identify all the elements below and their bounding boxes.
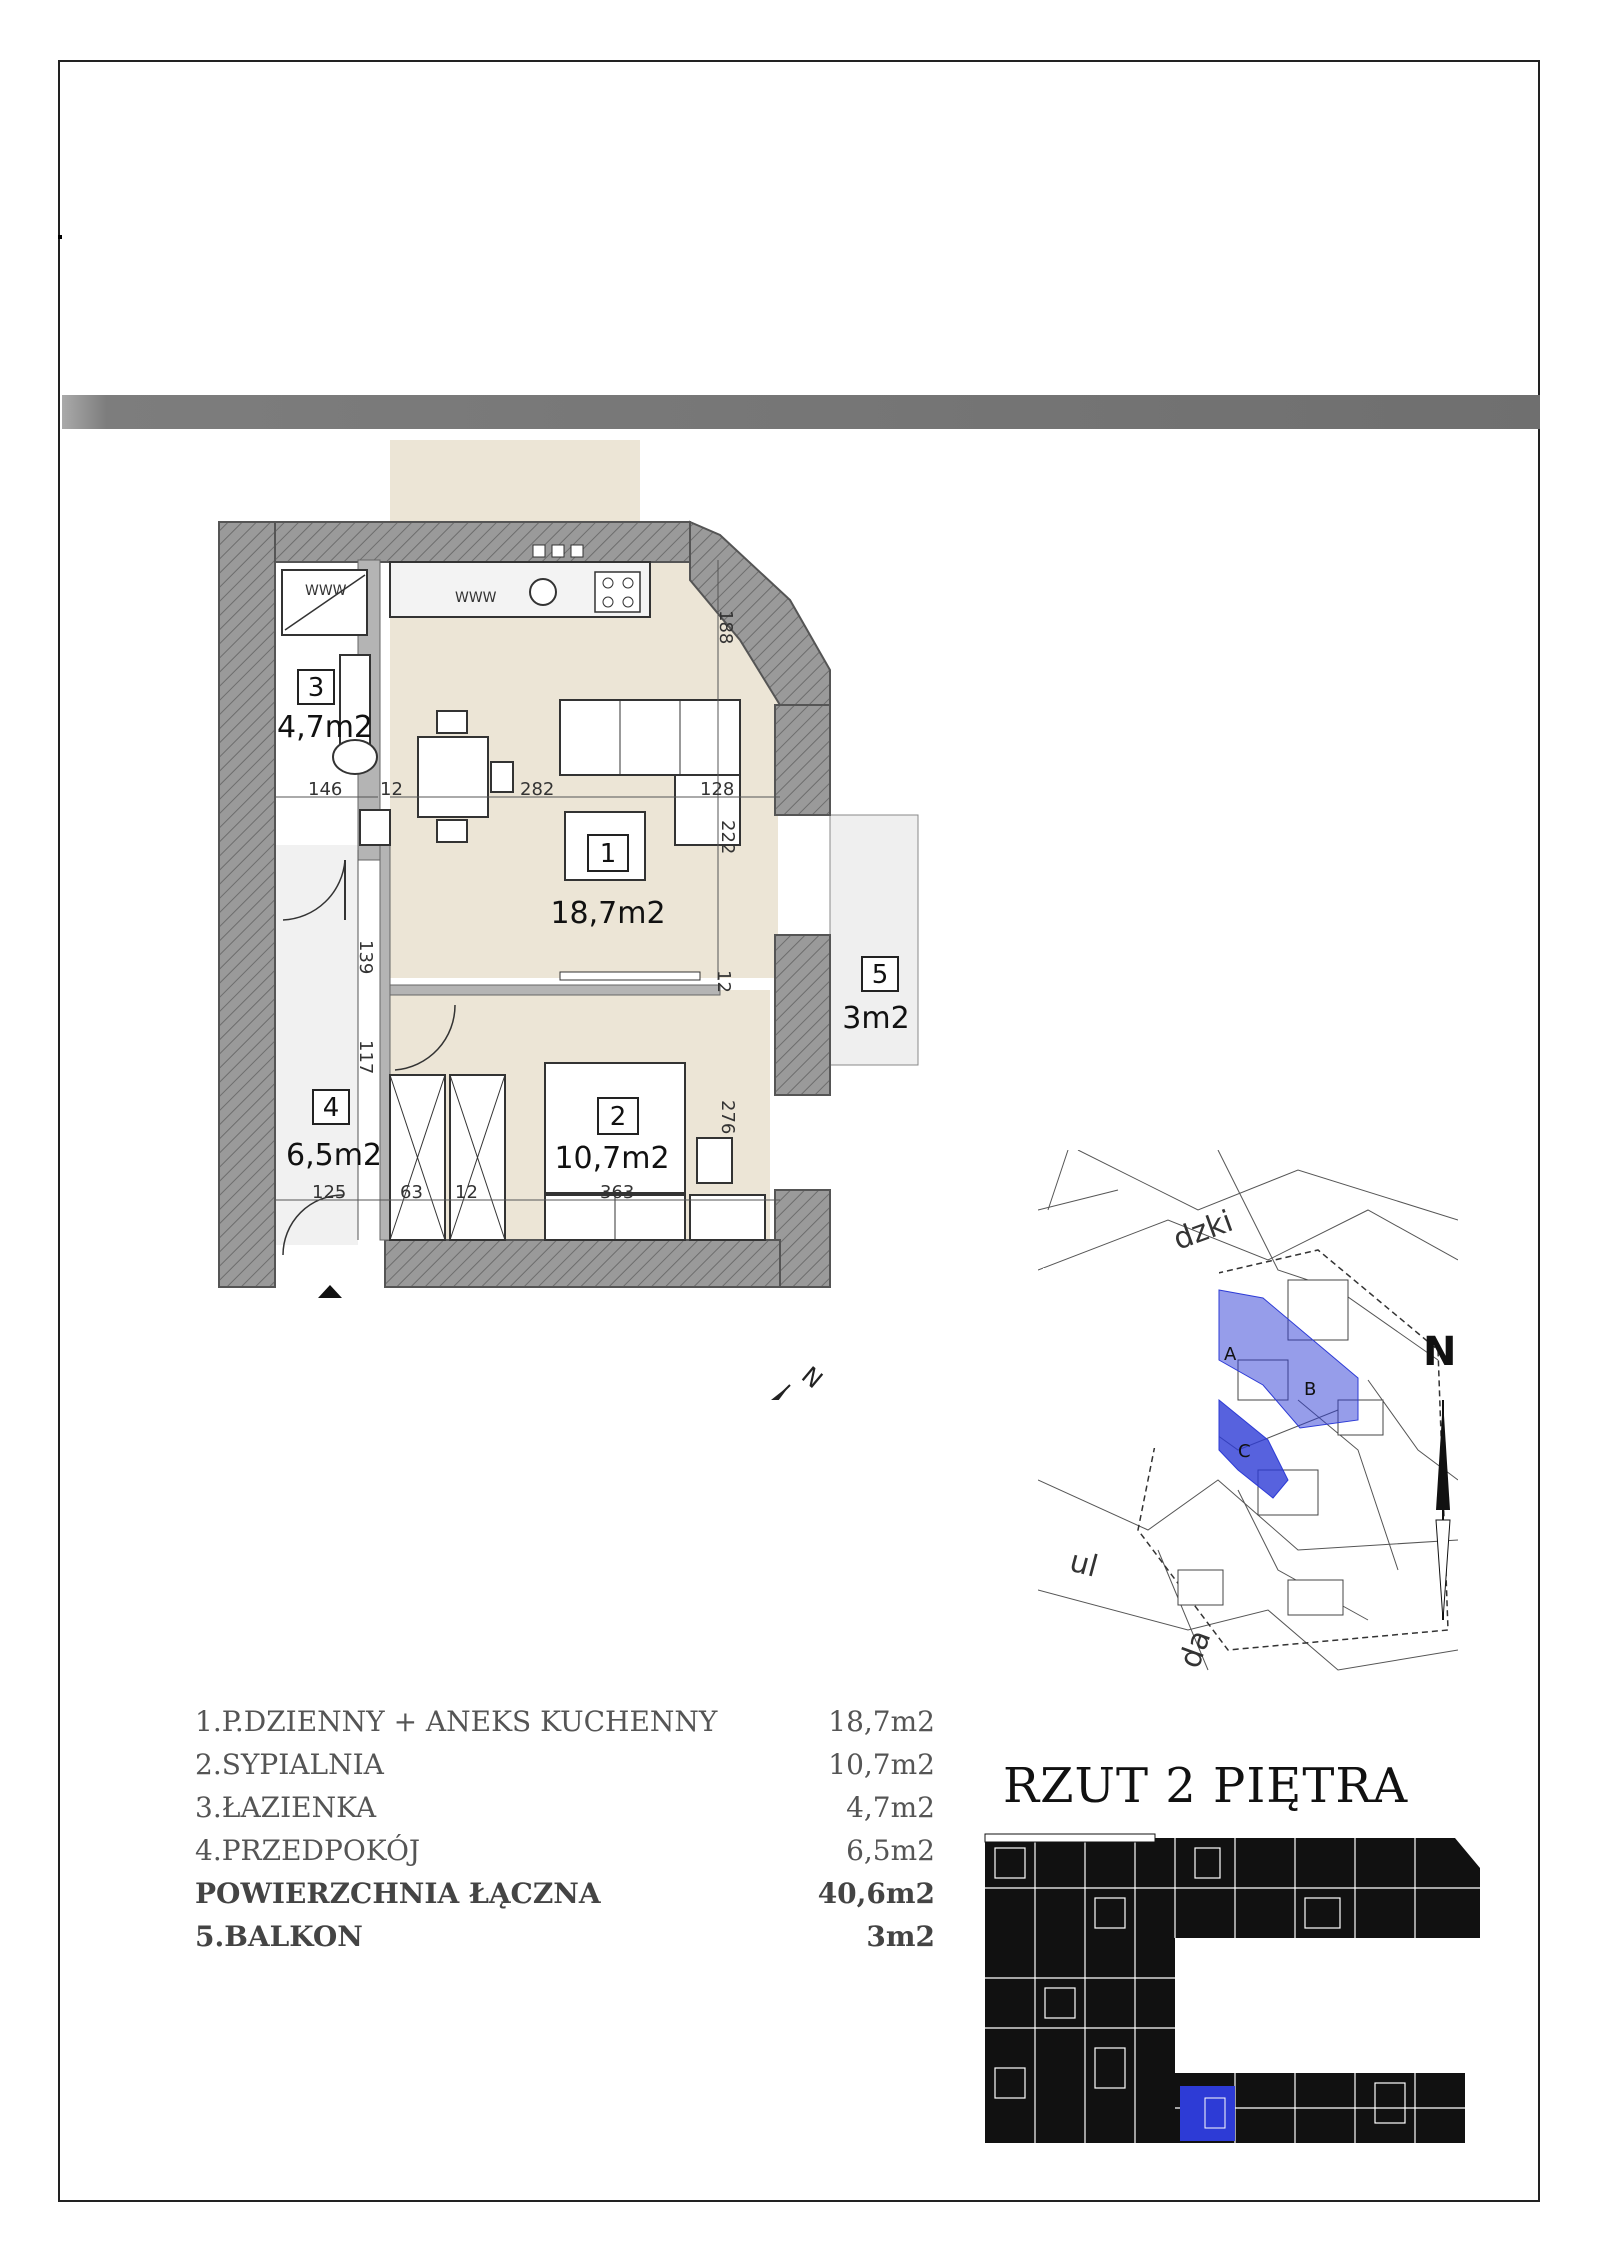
site-label-b: B (1304, 1379, 1317, 1400)
legend-area: 10,7m2 (828, 1748, 935, 1781)
site-location-map (1038, 1150, 1458, 1690)
street-label-1: dzki (1168, 1203, 1238, 1258)
room-5-area: 3m2 (842, 1001, 910, 1036)
dim-125: 125 (312, 1182, 347, 1203)
dim-12-a: 12 (380, 779, 403, 800)
dim-12-c: 12 (455, 1182, 478, 1203)
street-label-2: ul (1065, 1543, 1102, 1585)
legend-label: 5.BALKON (195, 1920, 363, 1953)
dim-276: 276 (717, 1100, 738, 1135)
dim-128: 128 (700, 779, 735, 800)
dim-188: 188 (715, 610, 736, 645)
dim-363: 363 (600, 1182, 635, 1203)
room-3-area: 4,7m2 (276, 710, 374, 745)
dim-139: 139 (355, 940, 376, 975)
room-2-number: 2 (609, 1102, 627, 1132)
dim-12-b: 12 (713, 970, 734, 993)
north-arrow-icon (702, 1361, 828, 1400)
room-1-area: 18,7m2 (550, 896, 666, 931)
legend-total-row (195, 1872, 935, 1915)
dim-146: 146 (308, 779, 343, 800)
legend-area: 40,6m2 (817, 1877, 935, 1910)
floor-plan-title: RZUT 2 PIĘTRA (1003, 1758, 1409, 1814)
legend-area: 6,5m2 (846, 1834, 935, 1867)
legend-label: 1.P.DZIENNY + ANEKS KUCHENNY (195, 1705, 718, 1738)
site-north-label: N (1423, 1329, 1457, 1375)
site-label-c: C (1238, 1441, 1251, 1462)
legend-row (195, 1829, 935, 1872)
legend-label: 2.SYPIALNIA (195, 1748, 384, 1781)
room-5-number: 5 (871, 960, 889, 990)
room-4-area: 6,5m2 (285, 1138, 383, 1173)
dim-117: 117 (355, 1040, 376, 1075)
legend-area: 3m2 (866, 1920, 935, 1953)
floor-overview-plan (975, 1828, 1495, 2158)
legend-label: 4.PRZEDPOKÓJ (195, 1834, 421, 1867)
room-4-number: 4 (322, 1093, 340, 1123)
legend-row (195, 1786, 935, 1829)
legend-label: 3.ŁAZIENKA (195, 1791, 377, 1824)
room-1-number: 1 (599, 839, 617, 869)
legend-label: POWIERZCHNIA ŁĄCZNA (195, 1877, 601, 1910)
dim-63: 63 (400, 1182, 423, 1203)
entrance-arrow (318, 1285, 342, 1298)
site-label-a: A (1224, 1344, 1237, 1365)
legend-area: 4,7m2 (846, 1791, 935, 1824)
legend-row (195, 1700, 935, 1743)
dim-282: 282 (520, 779, 555, 800)
svg-text:WWW: WWW (455, 590, 497, 606)
legend-area: 18,7m2 (828, 1705, 935, 1738)
svg-text:WWW: WWW (305, 583, 347, 599)
legend-balcony-row (195, 1915, 935, 1958)
room-3-number: 3 (307, 673, 325, 703)
legend-row (195, 1743, 935, 1786)
north-label: N (796, 1361, 828, 1395)
dim-222: 222 (717, 820, 738, 855)
room-2-area: 10,7m2 (554, 1141, 670, 1176)
room-area-legend (195, 1700, 935, 1958)
street-label-3: da (1172, 1625, 1219, 1673)
